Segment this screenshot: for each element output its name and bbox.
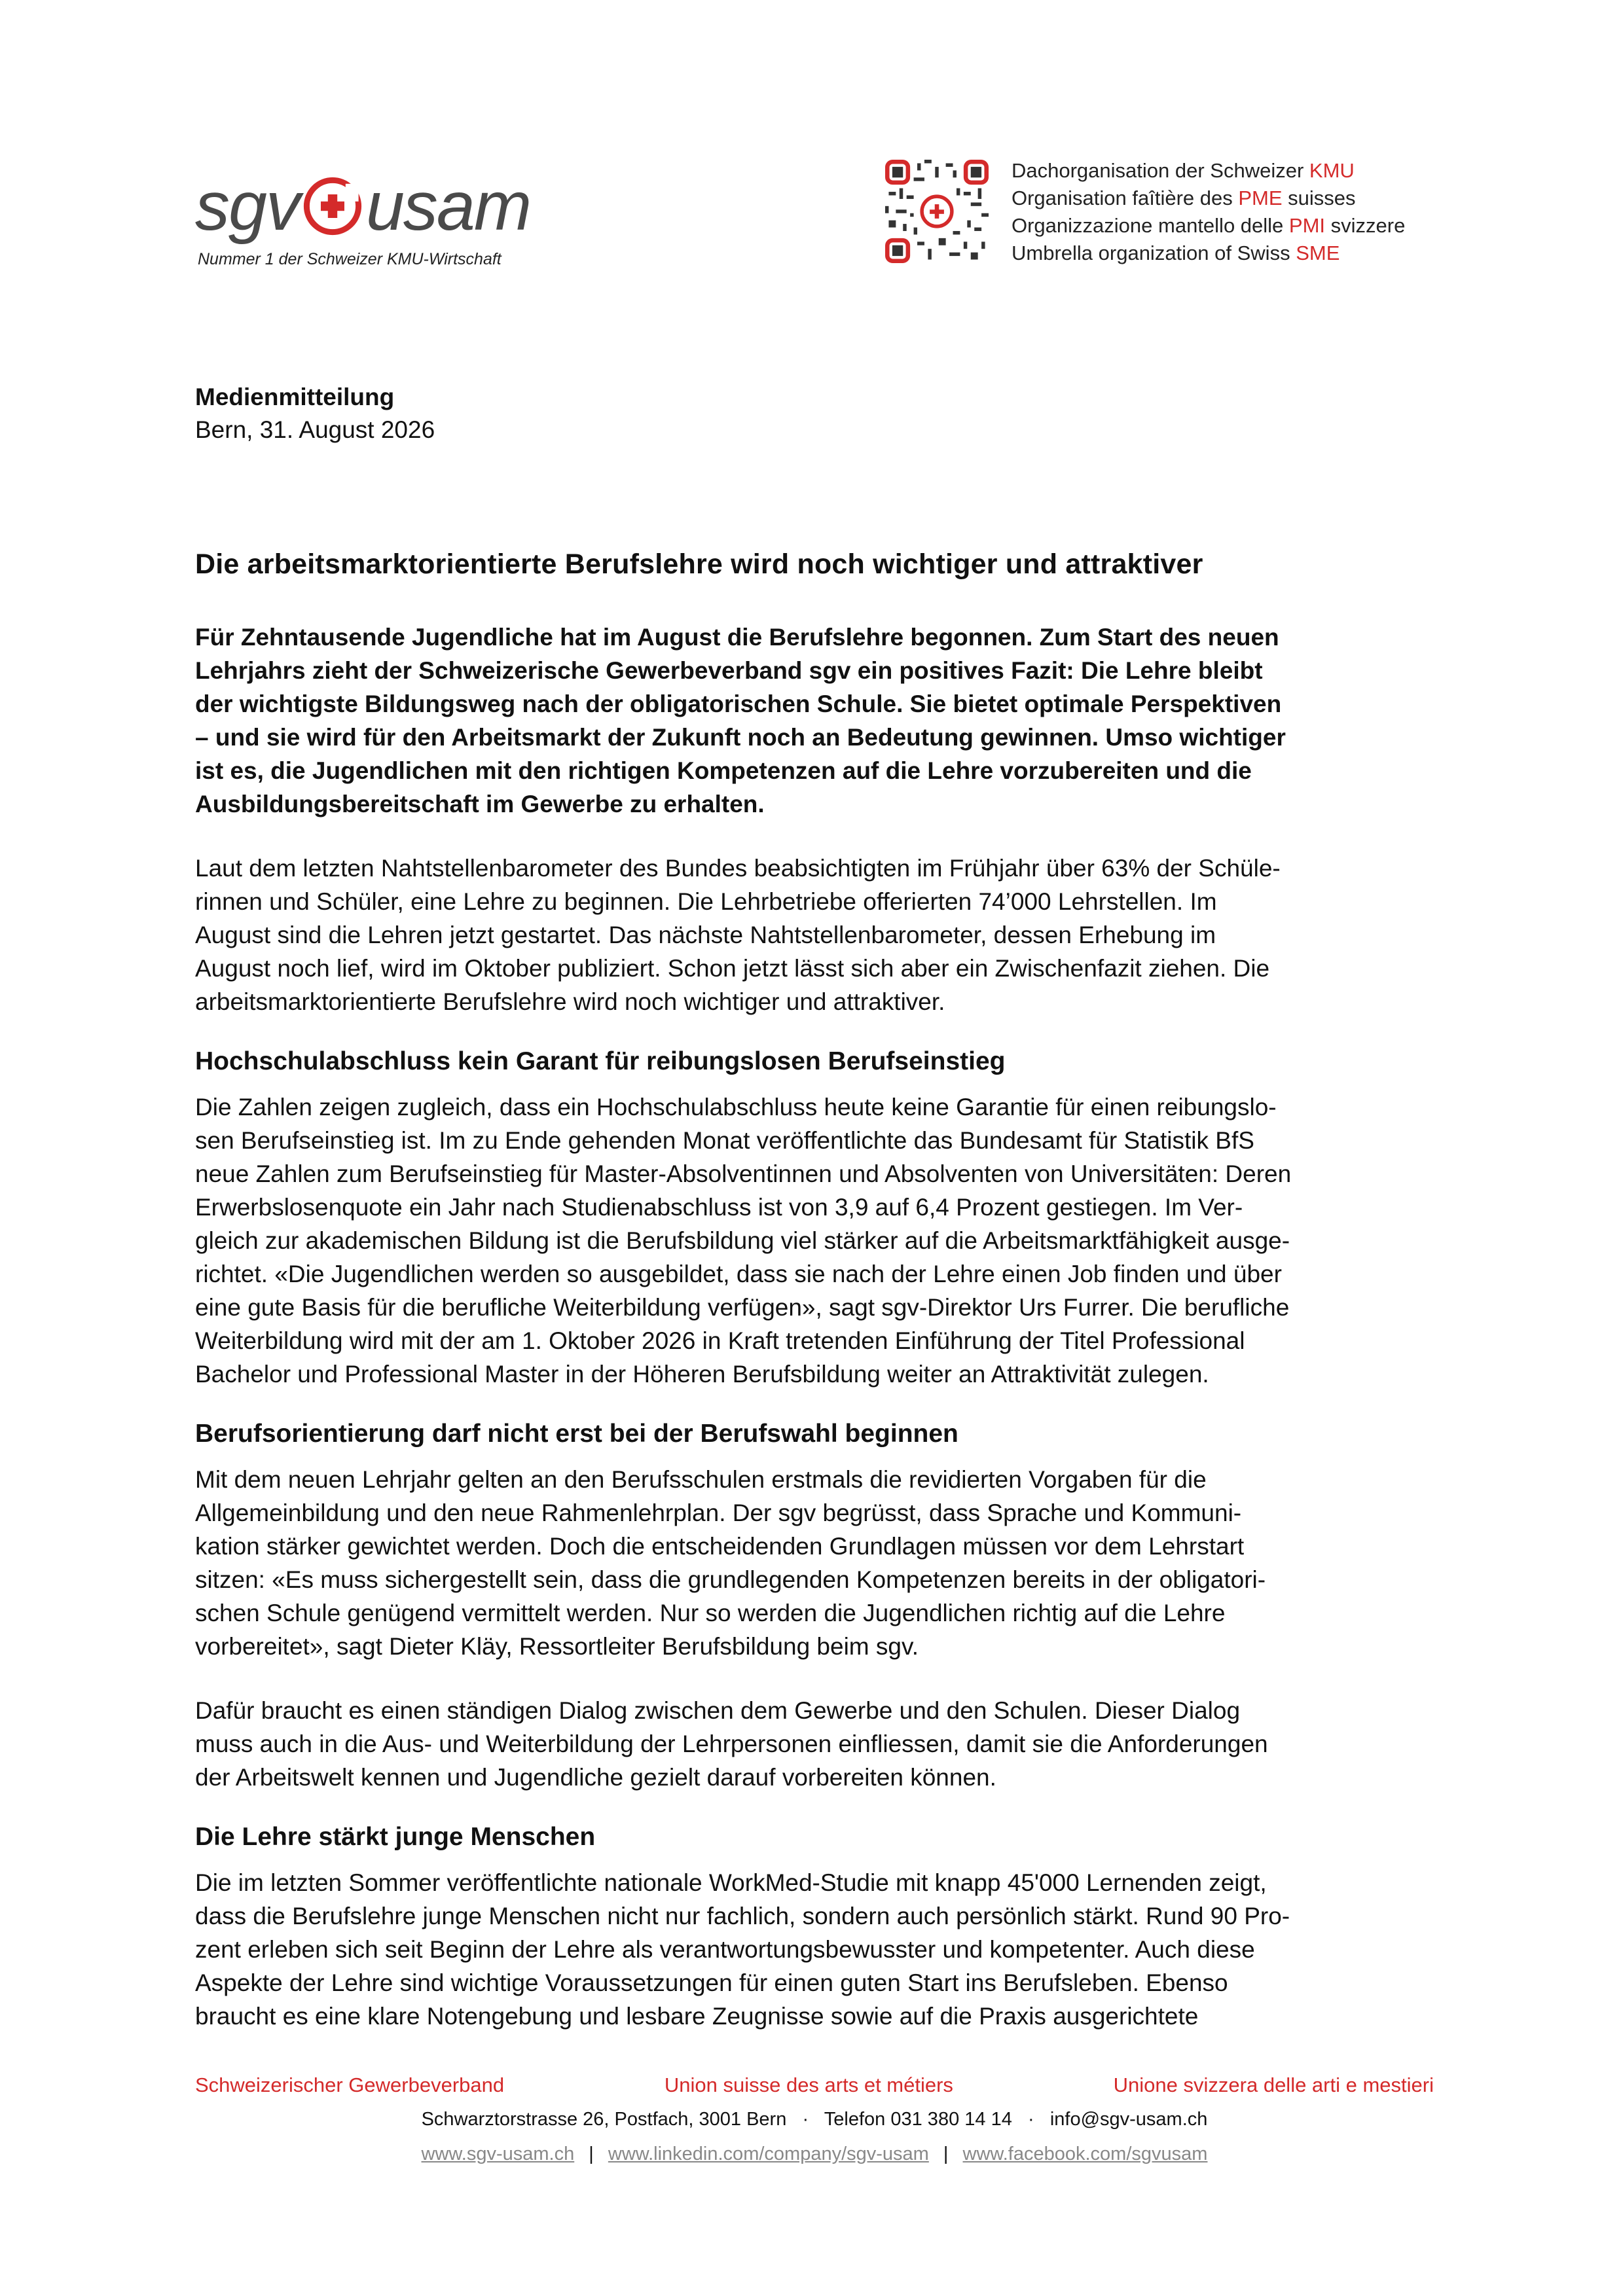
section-heading-hochschulabschluss: Hochschulabschluss kein Garant für reibungslosen Berufseinstieg: [195, 1047, 1006, 1075]
org-line-it: Organizzazione mantello delle PMI svizzere: [1012, 214, 1406, 237]
dateline: Bern, 31. August 2026: [195, 416, 435, 443]
linkedin-link[interactable]: www.linkedin.com/company/sgv-usam: [608, 2144, 929, 2164]
facebook-link[interactable]: www.facebook.com/sgvusam: [962, 2144, 1208, 2164]
logo-wordmark: [195, 168, 588, 245]
logo: [195, 168, 588, 269]
link-separator: |: [589, 2144, 594, 2164]
press-release-meta: [195, 381, 1439, 446]
footer-organisation-names: [195, 2073, 1434, 2097]
org-line-de: Dachorganisation der Schweizer KMU: [1012, 159, 1355, 182]
footer-name-it: Unione svizzera delle arti e mestieri: [1113, 2073, 1434, 2096]
logo-left: sgv: [195, 168, 299, 245]
section-paragraph-lehre: Die im letzten Sommer veröffentlichte nationale WorkMed-Studie mit knapp 45'000 Lernenden zeigt, dass die Berufslehre junge Menschen nicht nur fachlich, sondern auch persönlich stärkt. Rund 90 Pro- zent erleben sich seit Beginn der Lehre als verantwortungsbewusster und kompetenter. Auch diese Aspekte der Lehre sind wichtige Voraussetzungen für einen guten Start ins Berufsleben. Ebenso braucht es eine klare Notengebung und lesbare Zeugnisse sowie auf die Praxis ausgerichtete: [195, 1869, 1290, 2030]
footer-name-fr: Union suisse des arts et métiers: [664, 2073, 953, 2096]
headline: Die arbeitsmarktorientierte Berufslehre wird noch wichtiger und attraktiver: [195, 548, 1203, 580]
section-paragraph-hochschulabschluss: Die Zahlen zeigen zugleich, dass ein Hochschulabschluss heute keine Garantie für einen reibungslo- sen Berufseinstieg ist. Im zu Ende gehenden Monat veröffentlichte das Bundesamt für Statistik BfS neue Zahlen zum Berufseinstieg für Master-Absolventinnen und Absolventen von Universitäten: Deren Erwerbslosenquote ein Jahr nach Studienabschluss ist von 3,9 auf 6,4 Prozent gestiegen. Im Ver- gleich zur akademischen Bildung ist die Berufsbildung viel stärker auf die Arbeitsmarktfähigkeit ausge- richtet. «Die Jugendlichen werden so ausgebildet, dass sie nach der Lehre einen Job finden und über eine gute Basis für die berufliche Weiterbildung verfügen», sagt sgv-Direktor Urs Furrer. Die berufliche Weiterbildung wird mit der am 1. Oktober 2026 in Kraft tretenden Einführung der Titel Professional Bachelor und Professional Master in der Höheren Berufsbildung weiter an Attraktivität zulegen.: [195, 1094, 1292, 1388]
link-separator: |: [943, 2144, 949, 2164]
lead-paragraph: Für Zehntausende Jugendliche hat im August die Berufslehre begonnen. Zum Start des neuen Lehrjahrs zieht der Schweizerische Gewerbeverband sgv ein positives Fazit: Die Lehre bleibt der wichtigste Bildungsweg nach der obligatorischen Schule. Sie bietet optimale Perspektiven – und sie wird für den Arbeitsmarkt der Zukunft noch an Bedeutung gewinnen. Umso wichtiger ist es, die Jugendlichen mit den richtigen Kompetenzen auf die Lehre vorzubereiten und die Ausbildungsbereitschaft im Gewerbe zu erhalten.: [195, 624, 1286, 817]
swiss-cross-logo-icon: [303, 177, 362, 236]
article-body: [195, 620, 1434, 2064]
org-line-fr: Organisation faîtière des PME suisses: [1012, 187, 1356, 209]
footer-name-de: Schweizerischer Gewerbeverband: [195, 2073, 505, 2096]
document-type: Medienmitteilung: [195, 384, 395, 410]
section-paragraph-dialog: Dafür braucht es einen ständigen Dialog zwischen dem Gewerbe und den Schulen. Dieser Dialog muss auch in die Aus- und Weiterbildung der Lehrpersonen einfliessen, damit sie die Anforderungen der Arbeitswelt kennen und Jugendliche gezielt darauf vorbereiten können.: [195, 1697, 1268, 1791]
qr-code-icon[interactable]: [885, 160, 989, 263]
section-paragraph-berufsorientierung: Mit dem neuen Lehrjahr gelten an den Berufsschulen erstmals die revidierten Vorgaben für die Allgemeinbildung und den neue Rahmenlehrplan. Der sgv begrüsst, dass Sprache und Kommuni- kation stärker gewichtet werden. Doch die entscheidenden Grundlagen müssen vor dem Lehrstart sitzen: «Es muss sichergestellt sein, dass die grundlegenden Kompetenzen bereits in der obligatori- schen Schule genügend vermittelt werden. Nur so werden die Jugendlichen richtig auf die Lehre vorbereitet», sagt Dieter Kläy, Ressortleiter Berufsbildung beim sgv.: [195, 1466, 1266, 1660]
intro-paragraph: Laut dem letzten Nahtstellenbarometer des Bundes beabsichtigten im Frühjahr über 63% der Schüle- rinnen und Schüler, eine Lehre zu beginnen. Die Lehrbetriebe offerierten 74’000 Lehrstellen. Im August sind die Lehren jetzt gestartet. Das nächste Nahtstellenbarometer, dessen Erhebung im August noch lief, wird im Oktober publiziert. Schon jetzt lässt sich aber ein Zwischenfazit ziehen. Die arbeitsmarktorientierte Berufslehre wird noch wichtiger und attraktiver.: [195, 855, 1281, 1015]
website-link[interactable]: www.sgv-usam.ch: [421, 2144, 575, 2164]
section-heading-lehre: Die Lehre stärkt junge Menschen: [195, 1823, 596, 1851]
footer-links: [195, 2144, 1434, 2165]
footer: [195, 2073, 1434, 2165]
org-line-en: Umbrella organization of Swiss SME: [1012, 242, 1340, 264]
footer-address: Schwarztorstrasse 26, Postfach, 3001 Bern · Telefon 031 380 14 14 · info@sgv-usam.ch: [421, 2109, 1208, 2130]
logo-tagline: Nummer 1 der Schweizer KMU-Wirtschaft: [198, 250, 501, 268]
organisation-descriptions: [1012, 157, 1405, 267]
logo-right: usam: [365, 168, 531, 245]
section-heading-berufsorientierung: Berufsorientierung darf nicht erst bei der Berufswahl beginnen: [195, 1420, 958, 1448]
